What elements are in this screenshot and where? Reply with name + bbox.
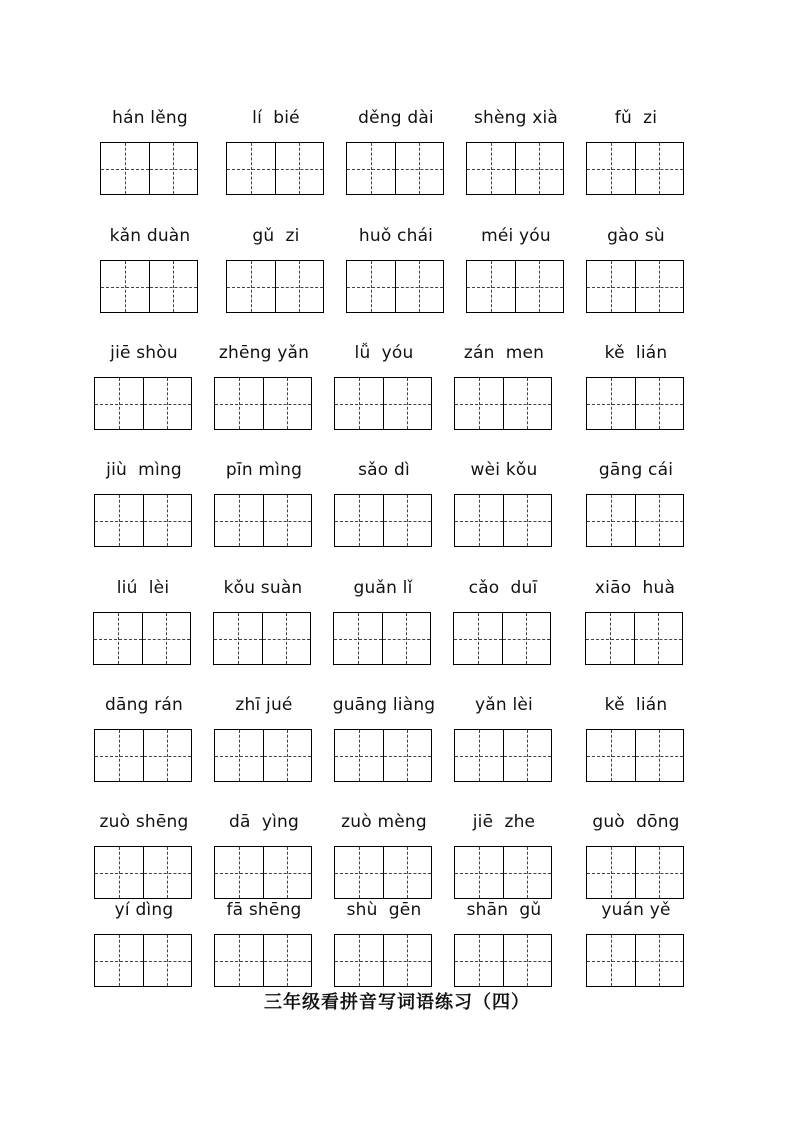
character-square[interactable] — [95, 730, 143, 781]
character-square[interactable] — [454, 613, 502, 664]
pinyin-label: sǎo dì — [358, 460, 410, 480]
character-square[interactable] — [149, 261, 198, 312]
character-square[interactable] — [635, 143, 684, 194]
tianzige-writing-box[interactable] — [586, 846, 684, 899]
pinyin-label: zhēng yǎn — [218, 343, 310, 363]
tianzige-writing-box[interactable] — [94, 729, 192, 782]
character-square[interactable] — [215, 378, 263, 429]
character-square[interactable] — [347, 143, 395, 194]
tianzige-writing-box[interactable] — [94, 934, 192, 987]
character-square[interactable] — [634, 613, 683, 664]
tianzige-writing-box[interactable] — [334, 729, 432, 782]
character-square[interactable] — [383, 495, 432, 546]
character-square[interactable] — [503, 378, 552, 429]
character-square[interactable] — [395, 261, 444, 312]
character-square[interactable] — [335, 847, 383, 898]
pinyin-label: yuán yě — [601, 900, 671, 920]
tianzige-writing-box[interactable] — [586, 260, 684, 313]
pinyin-label: zuò shēng — [99, 812, 189, 832]
tianzige-writing-box[interactable] — [454, 934, 552, 987]
character-square[interactable] — [383, 730, 432, 781]
tianzige-writing-box[interactable] — [214, 846, 312, 899]
tianzige-writing-box[interactable] — [214, 729, 312, 782]
character-square[interactable] — [455, 378, 503, 429]
character-square[interactable] — [335, 495, 383, 546]
character-square[interactable] — [263, 935, 312, 986]
character-square[interactable] — [395, 143, 444, 194]
character-square[interactable] — [467, 143, 515, 194]
tianzige-writing-box[interactable] — [586, 142, 684, 195]
pinyin-label: liú lèi — [116, 578, 170, 598]
pinyin-label: fā shēng — [226, 900, 302, 920]
tianzige-writing-box[interactable] — [226, 260, 324, 313]
tianzige-writing-box[interactable] — [94, 846, 192, 899]
character-square[interactable] — [383, 847, 432, 898]
character-square[interactable] — [455, 935, 503, 986]
pinyin-label: lǚ yóu — [354, 343, 414, 363]
character-square[interactable] — [635, 378, 684, 429]
character-square[interactable] — [503, 935, 552, 986]
pinyin-label: shù gēn — [346, 900, 422, 920]
character-square[interactable] — [502, 613, 551, 664]
character-square[interactable] — [455, 495, 503, 546]
tianzige-writing-box[interactable] — [466, 142, 564, 195]
pinyin-label: guò dōng — [592, 812, 680, 832]
tianzige-writing-box[interactable] — [334, 494, 432, 547]
tianzige-writing-box[interactable] — [454, 494, 552, 547]
character-square[interactable] — [227, 143, 275, 194]
character-square[interactable] — [635, 495, 684, 546]
pinyin-label: guǎn lǐ — [353, 578, 413, 598]
character-square[interactable] — [262, 613, 311, 664]
pinyin-label: shān gǔ — [466, 900, 542, 920]
tianzige-writing-box[interactable] — [334, 846, 432, 899]
character-square[interactable] — [635, 730, 684, 781]
pinyin-label: gǔ zi — [252, 226, 300, 246]
character-square[interactable] — [95, 935, 143, 986]
tianzige-writing-box[interactable] — [454, 377, 552, 430]
tianzige-writing-box[interactable] — [454, 846, 552, 899]
pinyin-label: zán men — [463, 343, 545, 363]
character-square[interactable] — [95, 495, 143, 546]
pinyin-label: zuò mèng — [341, 812, 427, 832]
pinyin-label: hán lěng — [112, 108, 188, 128]
character-square[interactable] — [95, 378, 143, 429]
character-square[interactable] — [215, 495, 263, 546]
pinyin-label: kǎn duàn — [109, 226, 191, 246]
pinyin-label: gào sù — [607, 226, 665, 246]
tianzige-writing-box[interactable] — [226, 142, 324, 195]
character-square[interactable] — [335, 730, 383, 781]
pinyin-label: guāng liàng — [332, 695, 436, 715]
tianzige-writing-box[interactable] — [214, 377, 312, 430]
character-square[interactable] — [383, 935, 432, 986]
pinyin-label: fǔ zi — [614, 108, 658, 128]
character-square[interactable] — [263, 495, 312, 546]
tianzige-writing-box[interactable] — [453, 612, 551, 665]
pinyin-label: kǒu suàn — [223, 578, 303, 598]
character-square[interactable] — [635, 935, 684, 986]
character-square[interactable] — [263, 847, 312, 898]
character-square[interactable] — [215, 847, 263, 898]
tianzige-writing-box[interactable] — [214, 934, 312, 987]
character-square[interactable] — [101, 261, 149, 312]
pinyin-label: zhī jué — [235, 695, 293, 715]
pinyin-label: dā yìng — [229, 812, 299, 832]
pinyin-label: kě lián — [604, 695, 668, 715]
tianzige-writing-box[interactable] — [346, 260, 444, 313]
tianzige-writing-box[interactable] — [100, 142, 198, 195]
character-square[interactable] — [383, 378, 432, 429]
character-square[interactable] — [142, 613, 191, 664]
tianzige-writing-box[interactable] — [100, 260, 198, 313]
character-square[interactable] — [347, 261, 395, 312]
character-square[interactable] — [275, 261, 324, 312]
character-square[interactable] — [503, 847, 552, 898]
pinyin-label: gāng cái — [598, 460, 674, 480]
character-square[interactable] — [149, 143, 198, 194]
character-square[interactable] — [94, 613, 142, 664]
pinyin-label: yí dìng — [114, 900, 174, 920]
character-square[interactable] — [263, 378, 312, 429]
pinyin-label: cǎo duī — [468, 578, 538, 598]
pinyin-label: dāng rán — [105, 695, 183, 715]
character-square[interactable] — [587, 378, 635, 429]
character-square[interactable] — [467, 261, 515, 312]
pinyin-label: xiāo huà — [594, 578, 676, 598]
character-square[interactable] — [275, 143, 324, 194]
pinyin-label: lí bié — [252, 108, 300, 128]
character-square[interactable] — [635, 847, 684, 898]
character-square[interactable] — [503, 730, 552, 781]
character-square[interactable] — [587, 847, 635, 898]
tianzige-writing-box[interactable] — [454, 729, 552, 782]
tianzige-writing-box[interactable] — [466, 260, 564, 313]
pinyin-label: pīn mìng — [225, 460, 303, 480]
pinyin-label: huǒ chái — [358, 226, 434, 246]
pinyin-label: shèng xià — [473, 108, 559, 128]
character-square[interactable] — [214, 613, 262, 664]
character-square[interactable] — [143, 730, 192, 781]
tianzige-writing-box[interactable] — [346, 142, 444, 195]
character-square[interactable] — [101, 143, 149, 194]
tianzige-writing-box[interactable] — [93, 612, 191, 665]
character-square[interactable] — [587, 935, 635, 986]
character-square[interactable] — [586, 613, 634, 664]
character-square[interactable] — [503, 495, 552, 546]
character-square[interactable] — [587, 261, 635, 312]
tianzige-writing-box[interactable] — [333, 612, 431, 665]
character-square[interactable] — [515, 261, 564, 312]
pinyin-label: yǎn lèi — [475, 695, 533, 715]
tianzige-writing-box[interactable] — [214, 494, 312, 547]
character-square[interactable] — [587, 730, 635, 781]
tianzige-writing-box[interactable] — [94, 494, 192, 547]
character-square[interactable] — [382, 613, 431, 664]
character-square[interactable] — [143, 935, 192, 986]
tianzige-writing-box[interactable] — [585, 612, 683, 665]
character-square[interactable] — [263, 730, 312, 781]
pinyin-label: jiù mìng — [106, 460, 182, 480]
character-square[interactable] — [515, 143, 564, 194]
pinyin-label: jiē zhe — [472, 812, 536, 832]
tianzige-writing-box[interactable] — [586, 377, 684, 430]
tianzige-writing-box[interactable] — [586, 494, 684, 547]
character-square[interactable] — [455, 847, 503, 898]
pinyin-label: jiē shòu — [110, 343, 178, 363]
character-square[interactable] — [215, 935, 263, 986]
character-square[interactable] — [143, 495, 192, 546]
character-square[interactable] — [335, 378, 383, 429]
worksheet-title: 三年级看拼音写词语练习（四） — [264, 992, 530, 1013]
tianzige-writing-box[interactable] — [334, 934, 432, 987]
character-square[interactable] — [455, 730, 503, 781]
character-square[interactable] — [635, 261, 684, 312]
tianzige-writing-box[interactable] — [213, 612, 311, 665]
tianzige-writing-box[interactable] — [586, 934, 684, 987]
pinyin-label: wèi kǒu — [470, 460, 538, 480]
tianzige-writing-box[interactable] — [586, 729, 684, 782]
tianzige-writing-box[interactable] — [334, 377, 432, 430]
pinyin-label: méi yóu — [481, 226, 551, 246]
tianzige-writing-box[interactable] — [94, 377, 192, 430]
character-square[interactable] — [215, 730, 263, 781]
character-square[interactable] — [587, 143, 635, 194]
character-square[interactable] — [95, 847, 143, 898]
character-square[interactable] — [227, 261, 275, 312]
pinyin-label: děng dài — [358, 108, 434, 128]
character-square[interactable] — [143, 378, 192, 429]
pinyin-label: kě lián — [604, 343, 668, 363]
character-square[interactable] — [335, 935, 383, 986]
character-square[interactable] — [334, 613, 382, 664]
character-square[interactable] — [587, 495, 635, 546]
character-square[interactable] — [143, 847, 192, 898]
